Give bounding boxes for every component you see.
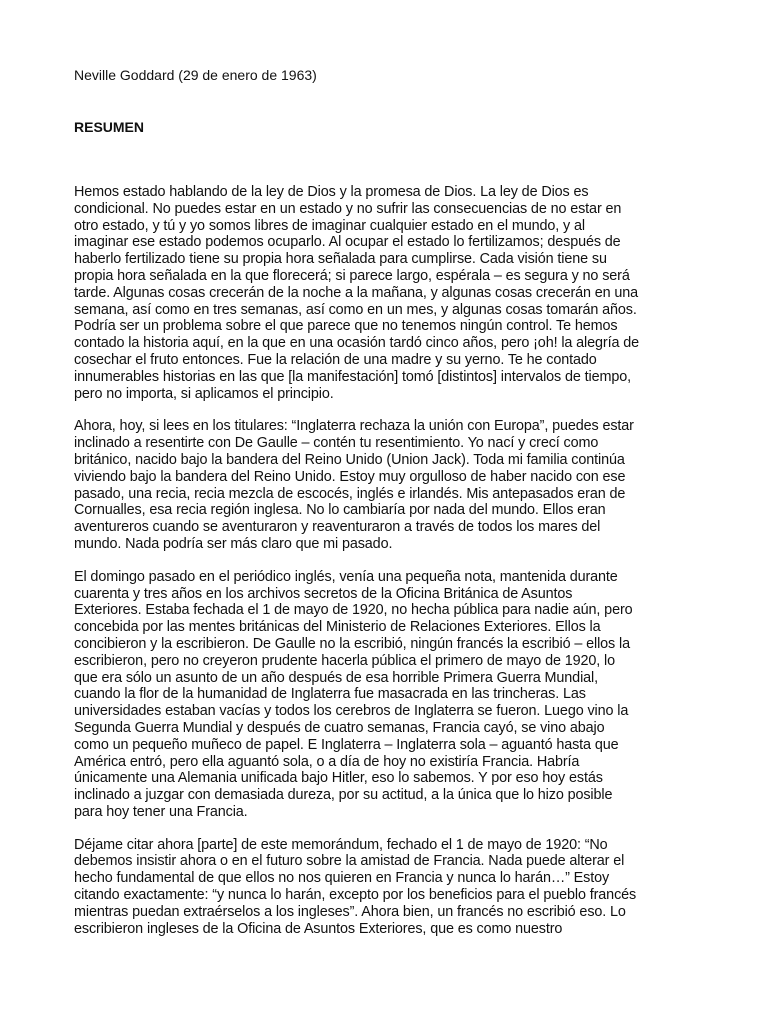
byline: Neville Goddard (29 de enero de 1963) (74, 67, 317, 83)
paragraph-line: cuando la flor de la humanidad de Inglaterra fue masacrada en las trincheras. Las (74, 686, 586, 703)
paragraph-line: aventureros cuando se aventuraron y reaventuraron a través de todos los mares del (74, 519, 601, 536)
paragraph-line: mientras puedan extraérselos a los ingleses”. Ahora bien, un francés no escribió eso. Lo (74, 903, 626, 920)
paragraph-line: universidades estaban vacías y todos los cerebros de Inglaterra se fueron. Luego vino la (74, 703, 629, 720)
section-heading: RESUMEN (74, 119, 145, 135)
paragraph-line: hecho fundamental de que ellos no nos quieren en Francia y nunca lo harán…” Estoy (74, 870, 610, 887)
paragraph-line: escribieron ingleses de la Oficina de Asuntos Exteriores, que es como nuestro (74, 920, 563, 937)
paragraph (74, 184, 726, 402)
paragraph-line: condicional. No puedes estar en un estado y no sufrir las consecuencias de no estar en (74, 200, 622, 217)
paragraph-line: concebida por las mentes británicas del Ministerio de Relaciones Exteriores. Ellos la (74, 619, 601, 636)
paragraph-line: Hemos estado hablando de la ley de Dios y la promesa de Dios. La ley de Dios es (74, 184, 589, 200)
paragraph-line: pasado, una recia, recia mezcla de escocés, inglés e irlandés. Mis antepasados eran de (74, 485, 626, 502)
paragraph-line: para hoy tener una Francia. (74, 803, 248, 820)
paragraph-line: como un pequeño muñeco de papel. E Inglaterra – Inglaterra sola – aguantó hasta que (74, 736, 619, 753)
paragraph (74, 837, 726, 938)
paragraph-line: debemos insistir ahora o en el futuro sobre la amistad de Francia. Nada puede alterar el (74, 853, 625, 870)
paragraph-line: imaginar ese estado podemos ocuparlo. Al ocupar el estado lo fertilizamos; después de (74, 234, 621, 251)
paragraph-line: contado la historia aquí, en la que en una ocasión tardó cinco años, pero ¡oh! la alegría de (74, 335, 639, 352)
paragraph-line: Cornualles, esa recia región inglesa. No lo cambiaría por nada del mundo. Ellos eran (74, 502, 606, 519)
paragraph-line: semana, así como en tres semanas, así como en un mes, y algunas cosas tomarán años. (74, 301, 637, 318)
paragraph-line: pero no importa, si aplicamos el principio. (74, 385, 334, 402)
paragraph-line: británico, nacido bajo la bandera del Reino Unido (Union Jack). Toda mi familia continúa (74, 451, 625, 468)
paragraph-line: citando exactamente: “y nunca lo harán, excepto por los beneficios para el pueblo francés (74, 887, 637, 904)
paragraph-line: Ahora, hoy, si lees en los titulares: “Inglaterra rechaza la unión con Europa”, puedes estar (74, 418, 634, 435)
paragraph-line: propia hora señalada en la que florecerá; si parece largo, espérala – es segura y no será (74, 267, 630, 284)
paragraph-line: cuarenta y tres años en los archivos secretos de la Oficina Británica de Asuntos (74, 585, 573, 602)
paragraph-line: innumerables historias en las que [la manifestación] tomó [distintos] intervalos de tiempo, (74, 368, 632, 385)
paragraph-line: haberlo fertilizado tiene su propia hora señalada para cumplirse. Cada visión tiene su (74, 251, 607, 268)
paragraph-line: que era sólo un asunto de un año después de esa horrible Primera Guerra Mundial, (74, 669, 598, 686)
paragraph-line: concibieron y la escribieron. De Gaulle no la escribió, ningún francés la escribió – ellos la (74, 635, 630, 652)
paragraph-line: Segunda Guerra Mundial y después de cuatro semanas, Francia cayó, se vino abajo (74, 719, 605, 736)
paragraph-line: inclinado a juzgar con demasiada dureza, por su actitud, a la única que lo hizo posible (74, 787, 613, 804)
paragraph-line: Déjame citar ahora [parte] de este memorándum, fechado el 1 de mayo de 1920: “No (74, 836, 608, 853)
paragraph (74, 569, 726, 821)
paragraph-line: cosechar el fruto entonces. Fue la relación de una madre y su yerno. Te he contado (74, 351, 597, 368)
paragraph-line: escribieron, pero no creyeron prudente hacerla pública el primero de mayo de 1920, lo (74, 652, 615, 669)
paragraph-line: Podría ser un problema sobre el que parece que no tenemos ningún control. Te hemos (74, 318, 618, 335)
paragraph-line: Exteriores. Estaba fechada el 1 de mayo de 1920, no hecha pública para nadie aún, pero (74, 602, 633, 619)
document-body (74, 184, 726, 953)
paragraph-line: mundo. Nada podría ser más claro que mi pasado. (74, 535, 393, 552)
paragraph-line: otro estado, y tú y yo somos libres de imaginar cualquier estado en el mundo, y al (74, 217, 585, 234)
paragraph-line: tarde. Algunas cosas crecerán de la noche a la mañana, y algunas cosas crecerán en una (74, 284, 639, 301)
paragraph-line: inclinado a resentirte con De Gaulle – contén tu resentimiento. Yo nací y crecí como (74, 435, 599, 452)
paragraph-line: únicamente una Alemania unificada bajo Hitler, eso lo sabemos. Y por eso hoy estás (74, 770, 603, 787)
paragraph-line: América entró, pero ella aguantó sola, o a día de hoy no existiría Francia. Habría (74, 753, 580, 770)
paragraph-line: viviendo bajo la bandera del Reino Unido. Estoy muy orgulloso de haber nacido con ese (74, 468, 626, 485)
paragraph (74, 418, 726, 552)
paragraph-line: El domingo pasado en el periódico inglés, venía una pequeña nota, mantenida durante (74, 568, 618, 585)
